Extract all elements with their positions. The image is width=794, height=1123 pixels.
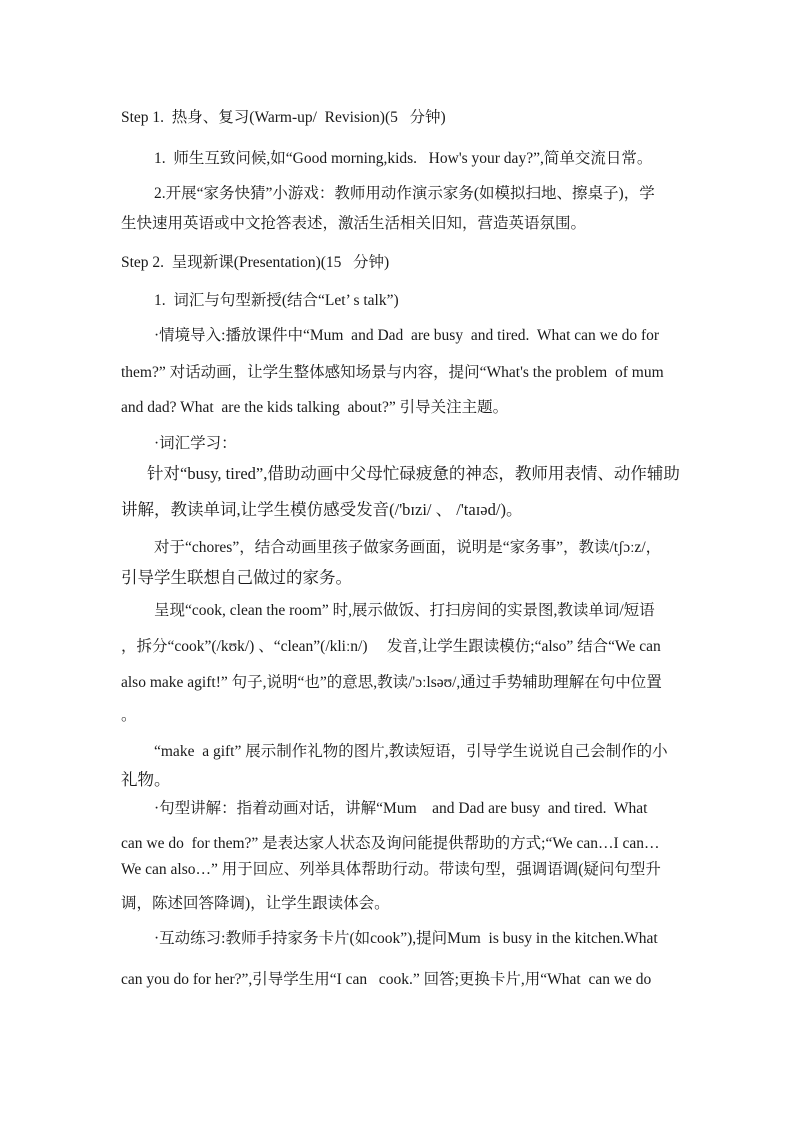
step2-heading: Step 2. 呈现新课(Presentation)(15 分钟)	[121, 254, 390, 271]
vocab-cook-line2: ，拆分“cook”(/kʊk/) 、“clean”(/kliːn/) 发音,让学生跟读模仿;“also” 结合“We can	[121, 638, 661, 655]
context-intro-line3: and dad? What are the kids talking about?” 引导关注主题。	[121, 399, 509, 416]
vocab-cook-line3: also make agift!” 句子,说明“也”的意思,教读/'ɔːlsəʊ/,通过手势辅助理解在句中位置	[121, 674, 662, 691]
context-intro-line2: them?” 对话动画，让学生整体感知场景与内容，提问“What's the problem of mum	[121, 364, 664, 381]
step1-item1: 1. 师生互致问候,如“Good morning,kids. How's your day?”,简单交流日常。	[154, 150, 653, 167]
sentence-pattern-line4: 调，陈述回答降调)，让学生跟读体会。	[121, 895, 390, 912]
practice-line2: can you do for her?”,引导学生用“I can cook.” 回答;更换卡片,用“What can we do	[121, 971, 652, 988]
step1-heading: Step 1. 热身、复习(Warm-up/ Revision)(5 分钟)	[121, 109, 446, 126]
vocab-chores-line1: 对于“chores”，结合动画里孩子做家务画面，说明是“家务事”，教读/tʃɔːz/，	[154, 539, 662, 556]
vocab-chores-line2: 引导学生联想自己做过的家务。	[121, 568, 352, 587]
sentence-pattern-line2: can we do for them?” 是表达家人状态及询问能提供帮助的方式;“We can…I can…	[121, 835, 660, 852]
sentence-pattern-line1: ·句型讲解：指着动画对话，讲解“Mum and Dad are busy and tired. What	[154, 800, 648, 817]
vocab-cook-line4: 。	[121, 707, 137, 724]
step1-item2-line1: 2.开展“家务快猜”小游戏：教师用动作演示家务(如模拟扫地、擦桌子)，学	[154, 185, 655, 202]
vocab-gift-line1: “make a gift” 展示制作礼物的图片,教读短语，引导学生说说自己会制作的小	[154, 743, 668, 760]
sentence-pattern-line3: We can also…” 用于回应、列举具体帮助行动。带读句型，强调语调(疑问句型升	[121, 861, 661, 878]
step1-item2-line2: 生快速用英语或中文抢答表述，激活生活相关旧知，营造英语氛围。	[121, 215, 587, 232]
vocab-heading: ·词汇学习：	[154, 435, 237, 452]
context-intro-line1: ·情境导入:播放课件中“Mum and Dad are busy and tired. What can we do for	[154, 327, 660, 344]
vocab-busy-line2: 讲解，教读单词,让学生模仿感受发音(/'bɪzi/ 、 /'taɪəd/)。	[121, 500, 523, 519]
vocab-busy-line1: 针对“busy, tired”,借助动画中父母忙碌疲惫的神态，教师用表情、动作辅助	[147, 464, 680, 483]
practice-line1: ·互动练习:教师手持家务卡片(如cook”),提问Mum is busy in the kitchen.What	[154, 930, 658, 947]
step2-subheading: 1. 词汇与句型新授(结合“Let’ s talk”)	[154, 292, 399, 309]
vocab-cook-line1: 呈现“cook, clean the room” 时,展示做饭、打扫房间的实景图,教读单词/短语	[154, 602, 655, 619]
vocab-gift-line2: 礼物。	[121, 770, 171, 789]
